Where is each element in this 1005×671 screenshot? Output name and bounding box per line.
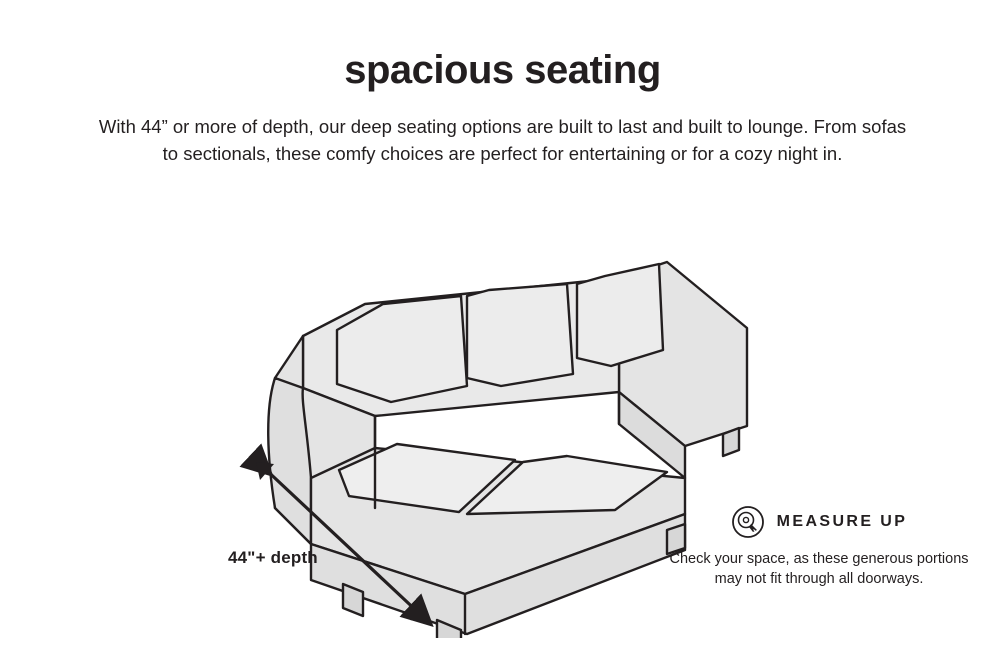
measure-up-block <box>669 505 969 589</box>
measure-up-note: Check your space, as these generous portions may not fit through all doorways. <box>669 551 969 587</box>
depth-dimension-arrow <box>230 440 450 640</box>
page-title: spacious seating <box>344 48 661 92</box>
measure-up-header <box>669 505 969 539</box>
description-text: With 44” or more of depth, our deep seating options are built to last and built to lounge. From sofas to sectionals, these comfy choices are perfect for entertaining or for a cozy night in. <box>98 116 907 164</box>
tape-measure-icon <box>731 505 765 539</box>
depth-label: 44"+ depth <box>228 548 318 567</box>
measure-up-title: MEASURE UP <box>776 513 908 530</box>
